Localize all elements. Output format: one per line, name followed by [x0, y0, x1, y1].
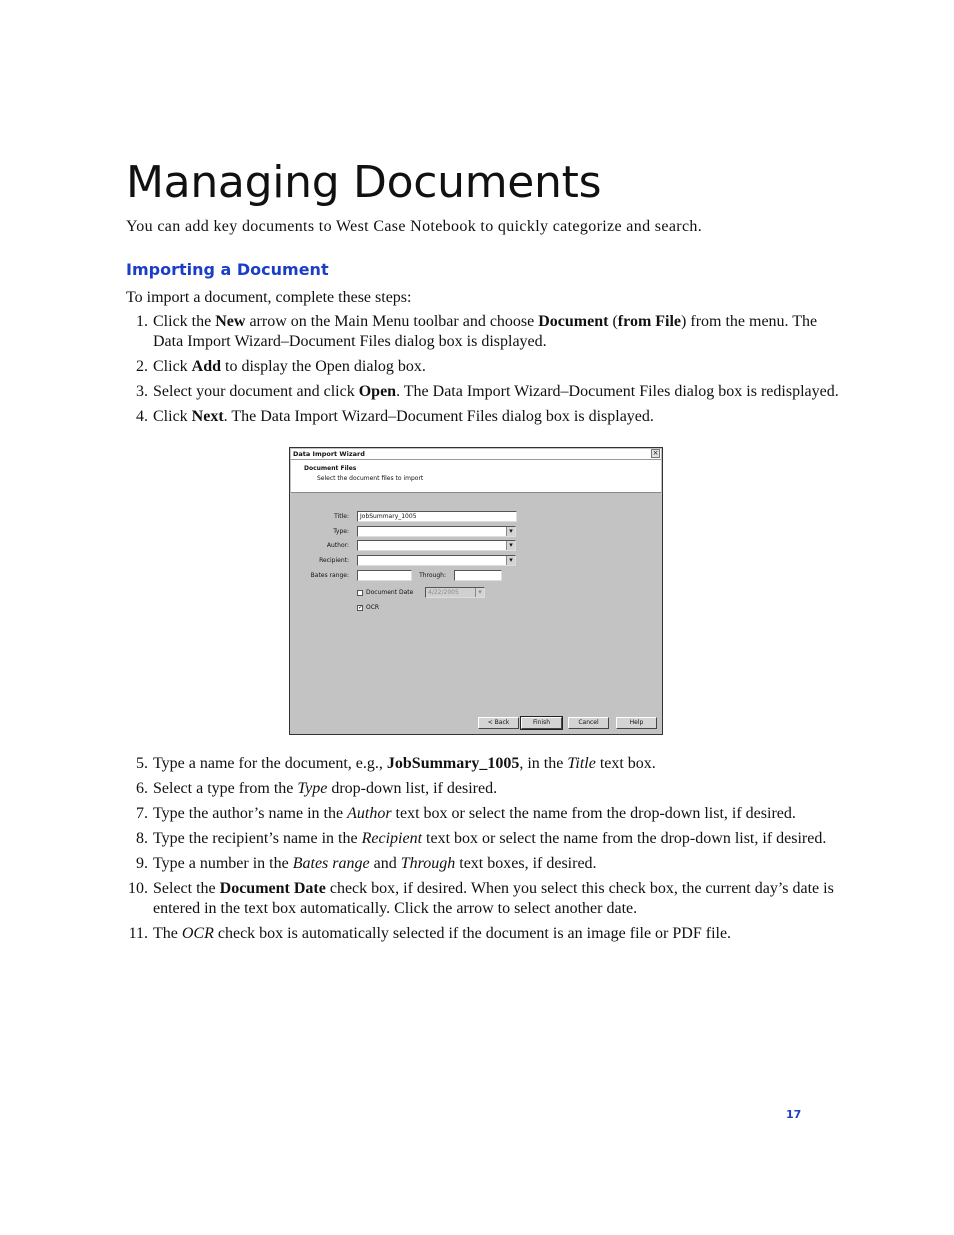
- data-import-wizard-dialog: [289, 447, 663, 735]
- step-text: Click Add to display the Open dialog box.: [153, 358, 426, 375]
- dialog-header-subtitle: Select the document files to import: [317, 475, 424, 482]
- finish-button[interactable]: Finish: [521, 717, 562, 729]
- step-number: 1.: [136, 313, 148, 330]
- step-number: 5.: [136, 755, 148, 772]
- steps-list-2: [120, 754, 840, 949]
- dialog-window-title: Data Import Wizard: [293, 450, 365, 458]
- step-text: Select the Document Date check box, if desired. When you select this check box, the current day’s date is entered in the text box automatically. Click the arrow to select another date.: [153, 880, 834, 917]
- step-number: 4.: [136, 408, 148, 425]
- step-item: [120, 312, 840, 352]
- document-date-label: Document Date: [366, 589, 414, 596]
- section-heading: Importing a Document: [126, 260, 329, 279]
- bates-range-label: Bates range:: [310, 572, 349, 579]
- step-text: The OCR check box is automatically selected if the document is an image file or PDF file.: [153, 925, 732, 942]
- step-item: [120, 804, 840, 824]
- step-item: [120, 357, 840, 377]
- dialog-header: [291, 460, 661, 493]
- recipient-dropdown[interactable]: [357, 555, 516, 566]
- page-title: Managing Documents: [126, 157, 602, 208]
- step-text: Type the recipient’s name in the Recipient text box or select the name from the drop-down list, if desired.: [153, 830, 827, 847]
- step-number: 6.: [136, 780, 148, 797]
- intro-paragraph: You can add key documents to West Case Notebook to quickly categorize and search.: [126, 218, 703, 235]
- recipient-label: Recipient:: [319, 557, 349, 564]
- steps-list-1: [120, 312, 840, 432]
- steps-lead: To import a document, complete these steps:: [126, 289, 412, 306]
- page-number: 17: [786, 1108, 802, 1121]
- cancel-button[interactable]: Cancel: [568, 717, 609, 729]
- step-item: [120, 924, 840, 944]
- step-number: 11.: [128, 925, 148, 942]
- title-field[interactable]: JobSummary_1005: [357, 511, 517, 522]
- title-label: Title:: [334, 513, 349, 520]
- back-button[interactable]: < Back: [478, 717, 519, 729]
- step-text: Click the New arrow on the Main Menu toolbar and choose Document (from File) from the menu. The Data Import Wizard–Document Files dialog box is displayed.: [153, 313, 818, 350]
- type-label: Type:: [333, 528, 349, 535]
- bates-range-field[interactable]: [357, 570, 412, 581]
- step-text: Type the author’s name in the Author text box or select the name from the drop-down list, if desired.: [153, 805, 796, 822]
- dialog-titlebar: [291, 449, 661, 460]
- document-date-checkbox[interactable]: [357, 590, 363, 596]
- step-number: 10.: [128, 880, 148, 897]
- step-item: [120, 879, 840, 919]
- step-item: [120, 754, 840, 774]
- author-label: Author:: [326, 542, 349, 549]
- step-number: 9.: [136, 855, 148, 872]
- step-item: [120, 854, 840, 874]
- step-item: [120, 382, 840, 402]
- document-date-picker[interactable]: 4/22/2005 ▾: [425, 587, 485, 598]
- step-item: [120, 407, 840, 427]
- step-item: [120, 829, 840, 849]
- step-item: [120, 779, 840, 799]
- step-number: 3.: [136, 383, 148, 400]
- step-number: 2.: [136, 358, 148, 375]
- dialog-header-title: Document Files: [304, 465, 357, 472]
- type-dropdown[interactable]: [357, 526, 516, 537]
- through-label: Through:: [419, 572, 446, 579]
- step-text: Select a type from the Type drop-down list, if desired.: [153, 780, 498, 797]
- step-text: Type a number in the Bates range and Through text boxes, if desired.: [153, 855, 597, 872]
- help-button[interactable]: Help: [616, 717, 657, 729]
- ocr-label: OCR: [366, 604, 380, 611]
- ocr-checkbox[interactable]: ✓: [358, 604, 364, 611]
- author-dropdown[interactable]: [357, 540, 516, 551]
- step-text: Click Next. The Data Import Wizard–Document Files dialog box is displayed.: [153, 408, 654, 425]
- step-number: 7.: [136, 805, 148, 822]
- step-text: Select your document and click Open. The Data Import Wizard–Document Files dialog box is redisplayed.: [153, 383, 839, 400]
- step-text: Type a name for the document, e.g., JobSummary_1005, in the Title text box.: [153, 755, 656, 772]
- close-icon[interactable]: ×: [652, 449, 659, 457]
- step-number: 8.: [136, 830, 148, 847]
- through-field[interactable]: [454, 570, 502, 581]
